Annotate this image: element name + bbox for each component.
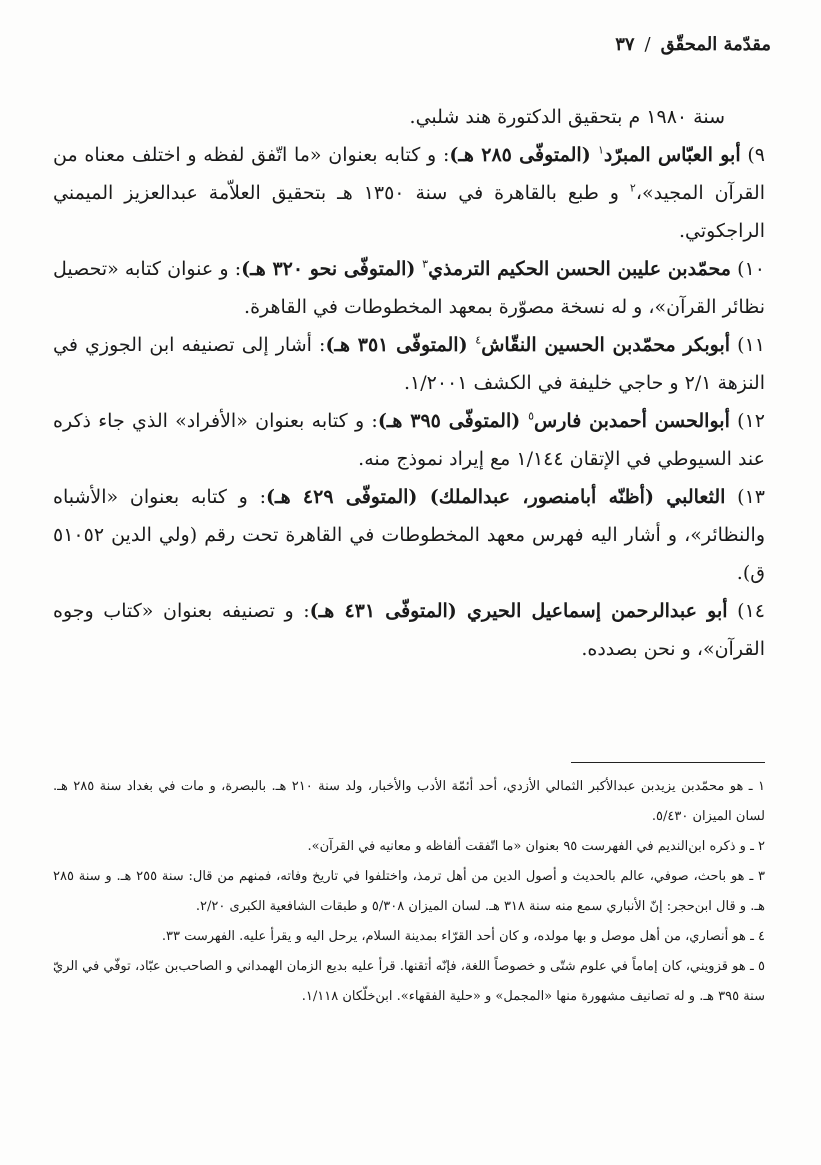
entry-13 (53, 478, 765, 592)
entry-heading: أبو العبّاس المبرّد (603, 144, 741, 166)
entry-heading: محمّدبن عليبن الحسن الحكيم الترمذي (428, 258, 731, 280)
entry-text: و طبع بالقاهرة في سنة ١٣٥٠ هـ بتحقيق العلاّمة عبدالعزيز الميمني الراجكوتي. (53, 182, 765, 242)
entry-11 (53, 326, 765, 402)
footnote-5 (53, 952, 765, 1012)
entry-text: : و كتابه بعنوان «ما اتّفق لفظه و اختلف معناه من القرآن المجيد»، (53, 144, 765, 204)
entry-number: ٩) (747, 144, 765, 166)
running-head (615, 34, 771, 55)
entry-number: ١٣) (737, 486, 765, 508)
entry-heading: أبو عبدالرحمن إسماعيل الحيري (المتوفّى ٤٣١ هـ) (309, 600, 728, 622)
entry-number: ١٢) (737, 410, 765, 432)
footnote-1 (53, 772, 765, 832)
footnote-text: هو أنصاري، من أهل موصل و بها مولده، و كان أحد القرّاء بمدينة السلام، يرحل اليه و يقرأ عليه. الفهرست ٣٣. (161, 929, 746, 944)
footnotes (53, 772, 765, 1012)
entry-text: : أشار إلى تصنيفه ابن الجوزي في النزهة ٢/١ و حاجي خليفة في الكشف ١/٢٠٠١. (53, 334, 765, 394)
footnote-number: ١ ـ (748, 779, 765, 794)
entry-text: : و عنوان كتابه «تحصيل نظائر القرآن»، و له نسخة مصوّرة بمعهد المخطوطات في القاهرة. (53, 258, 765, 318)
footnote-number: ٣ ـ (749, 869, 765, 884)
entry-heading: أبوبكر محمّدبن الحسين النقّاش (481, 334, 731, 356)
footnote-3 (53, 862, 765, 922)
entry-9 (53, 136, 765, 250)
footnote-text: هو محمّدبن يزيدبن عبدالأكبر الثمالي الأزدي، أحد أئمّة الأدب والأخبار، ولد سنة ٢١٠ هـ. بالبصرة، و مات في بغداد سنة ٢٨٥ هـ. لسان الميزان ٥/٤٣٠. (53, 779, 765, 824)
running-head-separator: / (644, 34, 651, 55)
entry-10 (53, 250, 765, 326)
entry-number: ١١) (737, 334, 765, 356)
entry-heading-date: (المتوفّى ٢٨٥ هـ) (449, 144, 598, 166)
footnote-separator-rule (571, 762, 765, 763)
entry-14 (53, 592, 765, 668)
entry-text: : و كتابه بعنوان «الأشباه والنظائر»، و أشار اليه فهرس معهد المخطوطات في القاهرة تحت رقم (ولي الدين ٥١٠٥٢ ق). (53, 486, 765, 584)
footnote-number: ٥ ـ (749, 959, 765, 974)
footnote-number: ٢ ـ (750, 839, 765, 854)
entry-12 (53, 402, 765, 478)
entry-number: ١٤) (737, 600, 765, 622)
page-number: ٣٧ (615, 34, 635, 55)
footnote-text: و ذكره ابن‌النديم في الفهرست ٩٥ بعنوان «ما اتّفقت ألفاظه و معانيه في القرآن». (307, 839, 746, 854)
footnote-marker: ٢ (629, 181, 636, 195)
entry-heading: الثعالبي (أظنّه أبامنصور، عبدالملك) (المتوفّى ٤٢٩ هـ) (266, 486, 726, 508)
footnote-marker: ٤ (475, 333, 482, 347)
footnote-number: ٤ ـ (750, 929, 765, 944)
entry-heading-date: (المتوفّى نحو ٣٢٠ هـ) (241, 258, 423, 280)
footnote-marker: ١ (598, 143, 604, 157)
entry-heading-date: (المتوفّى ٣٥١ هـ) (325, 334, 476, 356)
intro-line: سنة ١٩٨٠ م بتحقيق الدكتورة هند شلبي. (409, 106, 725, 128)
footnote-marker: ٣ (422, 257, 429, 271)
footnote-4 (53, 922, 765, 952)
running-head-title: مقدّمة المحقّق (660, 34, 771, 55)
footnote-text: هو قزويني، كان إماماً في علوم شتّى و خصوصاً اللغة، فإنّه أتقنها. قرأ عليه بديع الزمان الهمداني و الصاحب‌بن عبّاد، توفّي في الريّ سنة ٣٩٥ هـ. و له تصانيف مشهورة منها «المجمل» و «حلية الفقهاء». ابن‌خلّكان ١/١١٨. (53, 959, 765, 1004)
entry-number: ١٠) (737, 258, 765, 280)
footnote-text: هو باحث، صوفي، عالم بالحديث و أصول الدين من أهل ترمذ، واختلفوا في تاريخ وفاته، فمنهم من قال: سنة ٢٥٥ هـ. و سنة ٢٨٥ هـ. و قال ابن‌حجر: إنّ الأنباري سمع منه سنة ٣١٨ هـ. لسان الميزان ٥/٣٠٨ و طبقات الشافعية الكبرى ٢/٢٠. (53, 869, 765, 914)
entry-text: : و تصنيفه بعنوان «كتاب وجوه القرآن»، و نحن بصدده. (53, 600, 765, 660)
entry-heading: أبوالحسن أحمدبن فارس (534, 410, 730, 432)
footnote-2 (53, 832, 765, 862)
footnote-marker: ٥ (528, 409, 535, 423)
main-text (53, 98, 765, 668)
entry-text: : و كتابه بعنوان «الأفراد» الذي جاء ذكره عند السيوطي في الإتقان ١/١٤٤ مع إيراد نموذج منه. (53, 410, 765, 470)
entry-heading-date: (المتوفّى ٣٩٥ هـ) (377, 410, 529, 432)
